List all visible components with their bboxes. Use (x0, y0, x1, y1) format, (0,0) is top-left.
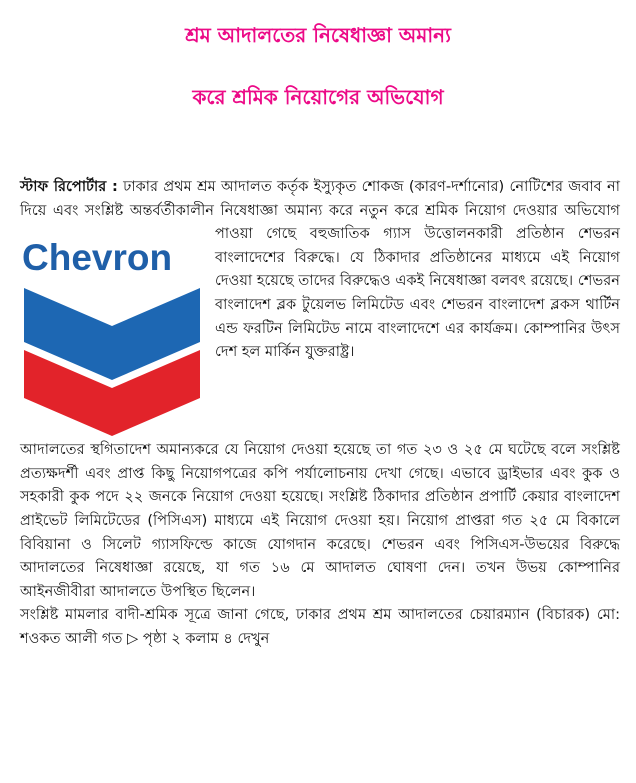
lead-text-rest: পাওয়া গেছে বহুজাতিক গ্যাস উত্তোলনকারী প্রতিষ্ঠান শেভরন বাংলাদেশের বিরুদ্ধে। যে ঠিকাদার প্রতিষ্ঠানের মাধ্যমে এই নিয়োগ দেওয়া হয়েছে তাদের বিরুদ্ধেও একই নিষেধাজ্ঞা বলবৎ রয়েছে। শেভরন বাংলাদেশ ব্লক টুয়েলভ লিমিটেড এবং শেভরন বাংলাদেশ ব্লকস থার্টিন এন্ড ফরটিন লিমিটেড নামে বাংলাদেশে এর কার্যক্রম। কোম্পানির উৎস দেশ হল মার্কিন যুক্তরাষ্ট্র। (215, 225, 620, 361)
byline: স্টাফ রিপোর্টার : (20, 178, 118, 195)
article-paragraph-2: আদালতের স্থগিতাদেশ অমান্যকরে যে নিয়োগ দেওয়া হয়েছে তা গত ২৩ ও ২৫ মে ঘটেছে বলে সংশ্লিষ্ট প্রত্যক্ষদর্শী এবং প্রাপ্ত কিছু নিয়োগপত্রের কপি পর্যালোচনায় দেখা গেছে। এভাবে ড্রাইভার এবং কুক ও সহকারী কুক পদে ২২ জনকে নিয়োগ দেওয়া হয়েছে। সংশ্লিষ্ট ঠিকাদার প্রতিষ্ঠান প্রপার্টি কেয়ার বাংলাদেশ প্রাইভেট লিমিটেডের (পিসিএস) মাধ্যমে এই নিয়োগ দেওয়া হয়। নিয়োগ প্রাপ্তরা গত ২৫ মে বিকালে বিবিয়ানা ও সিলেট গ্যাসফিল্ডে কাজে যোগদান করেছে। শেভরন এবং পিসিএস-উভয়ের বিরুদ্ধে আদালতের নিষেধাজ্ঞা রয়েছে, যা গত ১৬ মে আদালত ঘোষণা দেন। তখন উভয় কোম্পানির আইনজীবীরা আদালতে উপস্থিত ছিলেন। (20, 441, 620, 600)
headline (0, 4, 636, 128)
article-paragraph-1 (20, 175, 620, 222)
headline-line-2: করে শ্রমিক নিয়োগের অভিযোগ (192, 85, 444, 109)
chevron-logo-text: Chevron (22, 237, 173, 279)
article-paragraph-1-continued (20, 222, 620, 364)
lead-text-start: ঢাকার প্রথম শ্রম আদালত কর্তৃক ইস্যুকৃত শোকজ (কারণ-দর্শানোর) নোটিশের জবাব না দিয়ে এবং সংশ্লিষ্ট অন্তর্বর্তীকালীন নিষেধাজ্ঞা অমান্য করে নতুন করে শ্রমিক নিয়োগ দেওয়ার অভিযোগ (20, 178, 621, 219)
headline-line-1: শ্রম আদালতের নিষেধাজ্ঞা অমান্য (185, 23, 451, 47)
article-body (20, 175, 620, 651)
continuation-reference: ▷ পৃষ্ঠা ২ কলাম ৪ দেখুন (127, 629, 270, 647)
chevron-logo (20, 226, 205, 438)
paragraph-3-text: সংশ্লিষ্ট মামলার বাদী-শ্রমিক সূত্রে জানা গেছে, ঢাকার প্রথম শ্রম আদালতের চেয়ারম্যান (বিচারক) মো: শওকত আলী গত (20, 606, 620, 647)
article-paragraph-3 (20, 603, 620, 650)
